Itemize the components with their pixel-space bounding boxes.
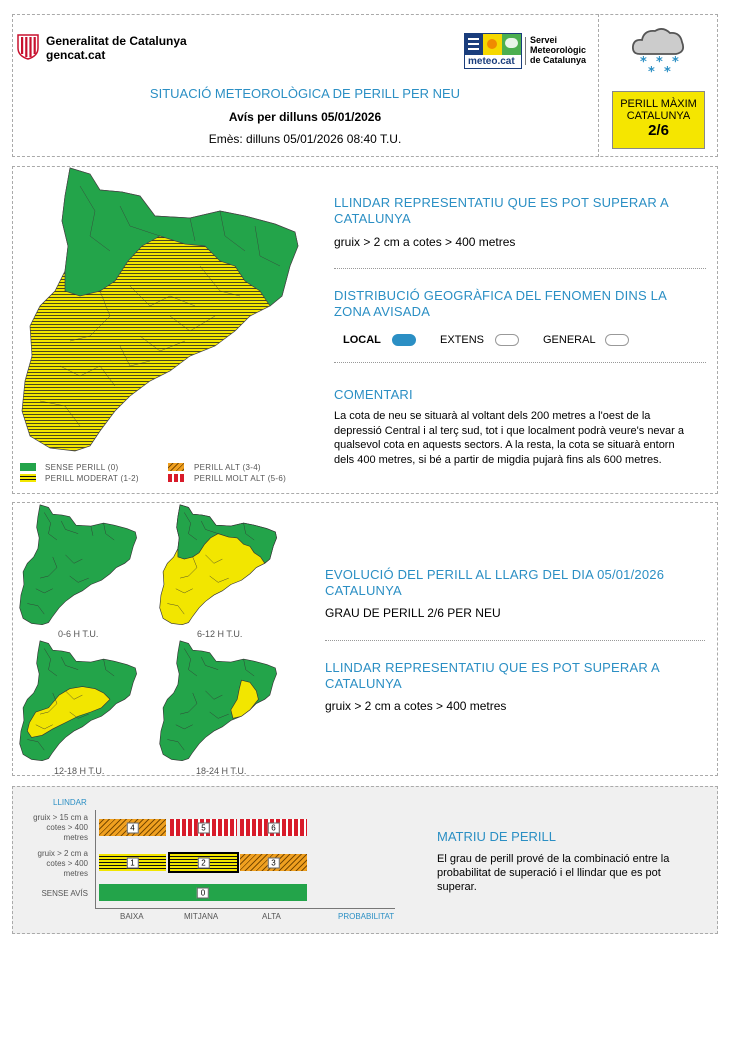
evolution-title: EVOLUCIÓ DEL PERILL AL LLARG DEL DIA 05/01/2026 CATALUNYA [325,567,665,598]
meteo-cat-logo-text: meteo.cat [468,56,515,67]
max-danger-label-2: CATALUNYA [626,110,691,122]
map-12-18 [18,640,140,762]
matrix-x-label-low: BAIXA [120,912,144,921]
threshold-title: LLINDAR REPRESENTATIU QUE ES POT SUPERAR A CATALUNYA [334,195,669,226]
map-label-0-6: 0-6 H T.U. [58,629,99,639]
matrix-row-none-label: SENSE AVÍS [41,889,88,898]
evolution-text: GRAU DE PERILL 2/6 PER NEU [325,606,501,620]
meteo-cat-logo-icon [464,33,522,69]
matrix-cell-2-label: 2 [197,857,209,868]
legend-label-very-high: PERILL MOLT ALT (5-6) [194,474,287,483]
org-name: Generalitat de Catalunya [46,34,187,48]
svg-text:*: * [640,55,647,70]
legend-label-high: PERILL ALT (3-4) [194,463,261,472]
matrix-cell-5 [170,819,237,836]
catalonia-map [20,166,304,454]
matrix-title: MATRIU DE PERILL [437,829,556,844]
matrix-cell-3-label: 3 [267,857,279,868]
generalitat-logo-icon [17,34,39,60]
matrix-text: El grau de perill prové de la combinació entre la probabilitat de superació i el llindar que es pot superar. [437,853,670,893]
matrix-cell-3 [240,854,307,871]
map-label-18-24: 18-24 H T.U. [196,766,247,776]
svg-text:*: * [648,65,655,78]
legend-swatch-very-high [168,474,184,482]
max-danger-badge [612,91,705,149]
distribution-option-general-label: GENERAL [543,334,596,346]
map-label-6-12: 6-12 H T.U. [197,629,243,639]
matrix-cell-2-selected [170,854,237,871]
map-label-12-18: 12-18 H T.U. [54,766,105,776]
divider [334,268,706,269]
map-6-12 [158,504,280,626]
header-divider [598,14,599,157]
matrix-row-high-label: gruix > 15 cm a cotes > 400 metres [33,813,88,842]
matrix-cell-6 [240,819,307,836]
smc-name-line3: de Catalunya [530,55,587,65]
matrix-x-label-high: ALTA [262,912,281,921]
matrix-cell-4-label: 4 [126,822,138,833]
matrix-x-label-medium: MITJANA [184,912,219,921]
matrix-cell-0-label: 0 [197,887,209,898]
evolution-threshold-text: gruix > 2 cm a cotes > 400 metres [325,699,507,713]
comments-text: La cota de neu se situarà al voltant dels 200 metres a l'oest de la depressió Central i al terç sud, tot i que localment podrà veure's nevar a qualsevol cota en aquests sectors. A la resta, la cota se situarà entorn dels 400 metres, si bé a partir de migdia pujarà fins als 600 metres. [334,410,685,466]
org-site[interactable]: gencat.cat [46,48,106,62]
legend-swatch-moderate [20,474,36,482]
distribution-option-extens-toggle[interactable] [495,334,519,346]
legend-swatch-none [20,463,36,471]
smc-name [530,35,586,65]
matrix-cell-5-label: 5 [197,822,209,833]
svg-text:*: * [664,65,671,78]
matrix-cell-0 [99,884,307,901]
matrix-cell-1-label: 1 [126,857,138,868]
matrix-cell-6-label: 6 [267,822,279,833]
distribution-title: DISTRIBUCIÓ GEOGRÀFICA DEL FENOMEN DINS LA ZONA AVISADA [334,288,667,319]
map-0-6 [18,504,140,626]
divider [334,362,706,363]
distribution-option-local-toggle[interactable] [392,334,416,346]
smc-name-line1: Servei [530,35,558,45]
matrix-row-low-label: gruix > 2 cm a cotes > 400 metres [37,849,88,878]
max-danger-value: 2/6 [648,122,669,139]
page-title: SITUACIÓ METEOROLÒGICA DE PERILL PER NEU [149,86,461,101]
legend-swatch-high [168,463,184,471]
matrix-y-axis-title: LLINDAR [53,798,87,807]
svg-text:*: * [656,55,663,70]
matrix-cell-4 [99,819,166,836]
distribution-option-general-toggle[interactable] [605,334,629,346]
page-subtitle: Avís per dilluns 05/01/2026 [228,110,382,124]
distribution-option-local-label: LOCAL [343,334,381,346]
smc-name-line2: Meteorològic [530,45,587,55]
max-danger-label-1: PERILL MÀXIM [620,98,697,110]
matrix-x-axis-title: PROBABILITAT [338,912,395,921]
matrix-y-axis [95,810,96,908]
distribution-option-extens-label: EXTENS [440,334,485,346]
issued-date: Emès: dilluns 05/01/2026 08:40 T.U. [208,132,402,146]
snow-cloud-icon [628,22,688,78]
map-18-24 [158,640,280,762]
smc-logo-mark [525,37,526,65]
matrix-x-axis [95,908,395,909]
svg-text:*: * [672,55,679,70]
threshold-text: gruix > 2 cm a cotes > 400 metres [334,235,516,249]
matrix-cell-1 [99,854,166,871]
divider [325,640,705,641]
legend-label-moderate: PERILL MODERAT (1-2) [45,474,139,483]
evolution-threshold-title: LLINDAR REPRESENTATIU QUE ES POT SUPERAR A CATALUNYA [325,660,660,691]
comments-title: COMENTARI [334,387,413,402]
legend-label-none: SENSE PERILL (0) [45,463,119,472]
